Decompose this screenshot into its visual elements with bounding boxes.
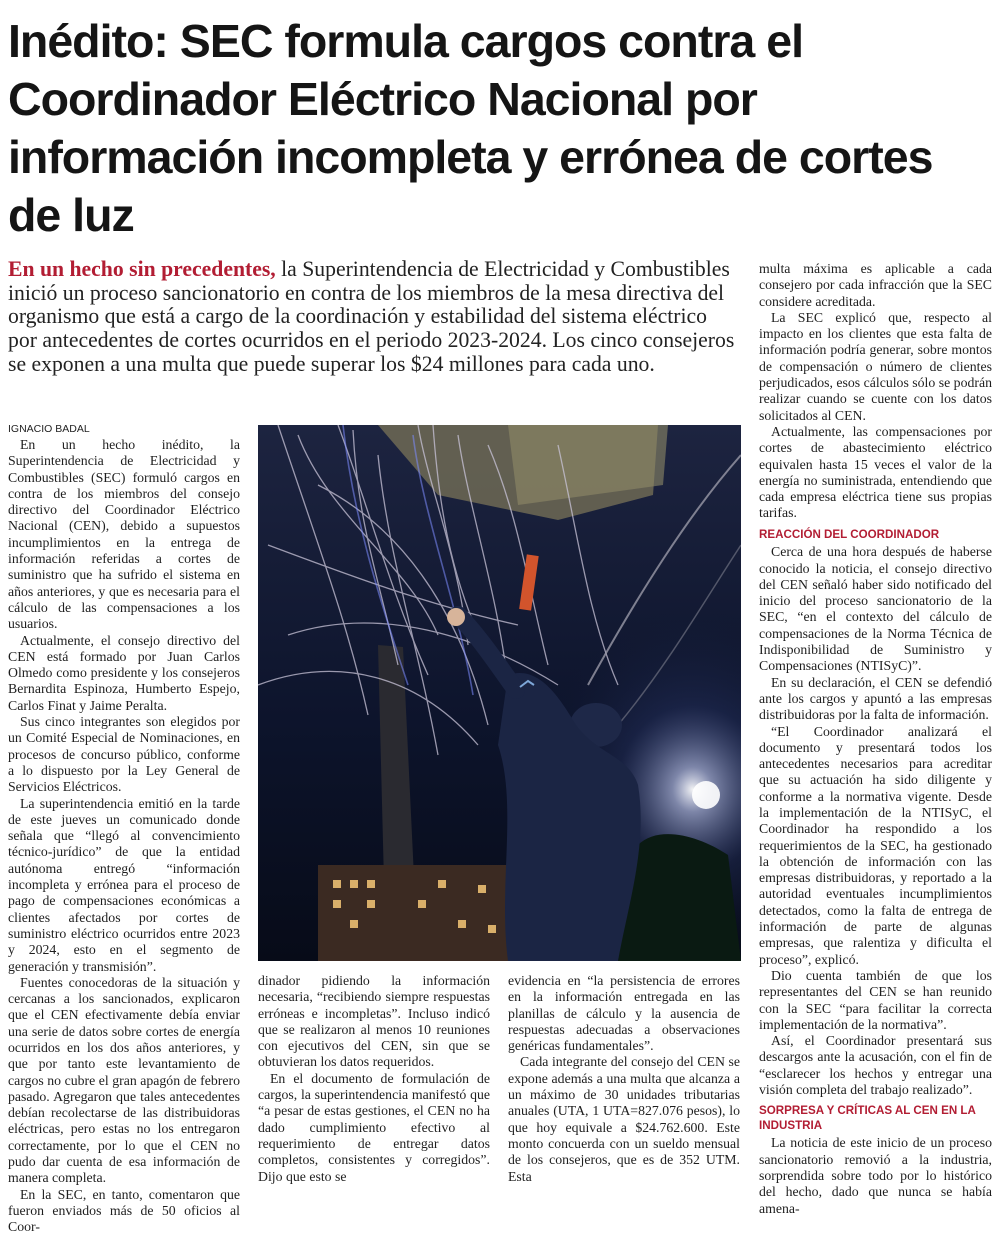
paragraph: evidencia en “la persistencia de errores en la información entregada en las planillas de cálculo y la ausencia de respuestas adecuadas a observaciones genéricas fundamentales”. — [508, 973, 740, 1054]
paragraph: En el documento de formulación de cargos, la superintendencia manifestó que “a pesar de estas gestiones, el CEN no ha dado cumplimiento efectivo al requerimiento de entregar datos completos, consistentes y corregidos”. Dijo que esto se — [258, 1070, 490, 1184]
paragraph: Fuentes conocedoras de la situación y cercanas a los sancionados, explicaron que el CEN efectivamente debía enviar una serie de datos sobre cortes de energía ocurridos en los dos años anteriores, y que por tanto este levantamiento de cargos no cubre el gran apagón de febrero pasado. Agregaron que tales antecedentes debían recolectarse de las distribuidoras eléctricas, pero estas no los entregaron correctamente, por lo que el CEN no pudo dar cuenta de esa información de manera completa. — [8, 974, 240, 1186]
subhead-reaccion: REACCIÓN DEL COORDINADOR — [759, 527, 940, 541]
paragraph: En su declaración, el CEN se defendió ante los cargos y apuntó a las empresas distribuidoras por la falta de información. — [759, 674, 992, 723]
paragraph: En un hecho inédito, la Superintendencia de Electricidad y Combustibles (SEC) formuló cargos en contra de los miembros del consejo directivo del Coordinador Eléctrico Nacional (CEN), debido a supuestos incumplimientos en la entrega de información referidas a cortes de suministro que ha sufrido el sistema en años anteriores, y que es necesaria para el cálculo de las compensaciones a los usuarios. — [8, 437, 240, 632]
column-4 — [759, 261, 992, 1217]
column-2 — [258, 973, 490, 1185]
paragraph: Así, el Coordinador presentará sus descargos ante la acusación, con el fin de “esclarecer los hechos y entregar una visión completa del trabajo realizado”. — [759, 1033, 992, 1098]
lead-body: la Superintendencia de Electricidad y Combustibles inició un proceso sancionatorio en contra de los miembros de la mesa directiva del organismo que está a cargo de la coordinación y estabilidad del sistema eléctrico por antecedentes de cortes ocurridos en el periodo 2023-2024. Los cinco consejeros se exponen a una multa que puede superar los $24 millones para cada uno. — [8, 257, 735, 376]
paragraph: Actualmente, el consejo directivo del CEN está formado por Juan Carlos Olmedo como presidente y los consejeros Bernardita Espinoza, Humberto Espejo, Carlos Finat y Jaime Peralta. — [8, 632, 240, 713]
photo-worker-on-pole-image — [258, 425, 741, 961]
lead-kicker: En un hecho sin precedentes, — [8, 257, 276, 281]
article-lead — [8, 258, 738, 377]
paragraph: dinador pidiendo la información necesaria, “recibiendo siempre respuestas erróneas e incompletas”. Incluso indicó que se realizaron al menos 10 reuniones con ejecutivos del CEN, sin que se obtuvieran los datos requeridos. — [258, 973, 490, 1070]
paragraph: Sus cinco integrantes son elegidos por un Comité Especial de Nominaciones, en procesos de concurso público, conforme a lo dispuesto por la Ley General de Servicios Eléctricos. — [8, 714, 240, 795]
subhead-sorpresa: SORPRESA Y CRÍTICAS AL CEN EN LA INDUSTRIA — [759, 1104, 976, 1132]
paragraph: La superintendencia emitió en la tarde de este jueves un comunicado donde señala que “llegó al convencimiento técnico-jurídico” de que la entidad autónoma entregó “información incompleta y errónea para el proceso de pago de compensaciones económicas a clientes afectados por cortes de suministro eléctrico ocurridos entre 2023 y 2024, esto en el segmento de generación y transmisión”. — [8, 795, 240, 974]
paragraph: En la SEC, en tanto, comentaron que fueron enviados más de 50 oficios al Coor- — [8, 1186, 240, 1235]
column-1 — [8, 422, 240, 1236]
paragraph: multa máxima es aplicable a cada consejero por cada infracción que la SEC considere acreditada. — [759, 261, 992, 309]
paragraph: Dio cuenta también de que los representantes del CEN se han reunido con la SEC “para facilitar la correcta implementación de la normativa”. — [759, 967, 992, 1032]
paragraph: Cerca de una hora después de haberse conocido la noticia, el consejo directivo del CEN señaló haber sido notificado del inicio del proceso sancionatorio de la SEC, “en el contexto del cálculo de compensaciones de la Norma Técnica de Indisponibilidad de Suministro y Compensaciones (NTISyC)”. — [759, 544, 992, 674]
article-headline: Inédito: SEC formula cargos contra el Coordinador Eléctrico Nacional por información incompleta y errónea de cortes de luz — [8, 15, 933, 241]
byline: IGNACIO BADAL — [8, 423, 90, 435]
column-3 — [508, 973, 740, 1185]
paragraph: Actualmente, las compensaciones por cortes de abastecimiento eléctrico equivalen hasta 15 veces el valor de la energía no suministrada, entendiendo que cada empresa eléctrica tiene sus propias tarifas. — [759, 423, 992, 521]
paragraph: Cada integrante del consejo del CEN se expone además a una multa que alcanza a un máximo de 30 unidades tributarias anuales (UTA, 1 UTA=827.076 pesos), lo que hoy equivale a $24.762.600. Este monto concuerda con un sueldo mensual de los consejeros, que es de 352 UTM. Esta — [508, 1054, 740, 1184]
article-photo — [258, 425, 741, 961]
paragraph: “El Coordinador analizará el documento y presentará todos los antecedentes necesarios para acreditar que su actuación ha sido diligente y conforme a la normativa vigente. Desde la implementación de la NTISyC, el Coordinador ha respondido a los requerimientos de la SEC, ha gestionado la obtención de información con las empresas distribuidoras, y reportado a la autoridad eventuales incumplimientos detectados, como la falta de entrega de información de parte de algunas empresas, que ralentiza y dificulta el proceso”, explicó. — [759, 723, 992, 967]
paragraph: La noticia de este inicio de un proceso sancionatorio removió a la industria, sorprendida sobre todo por lo histórico del hecho, dado que nunca se había amena- — [759, 1135, 992, 1216]
paragraph: La SEC explicó que, respecto al impacto en los clientes que esta falta de información podría generar, sobre montos de compensación o número de clientes perjudicados, esos cálculos sólo se podrán realizar cuando se cuente con los datos solicitados al CEN. — [759, 309, 992, 423]
